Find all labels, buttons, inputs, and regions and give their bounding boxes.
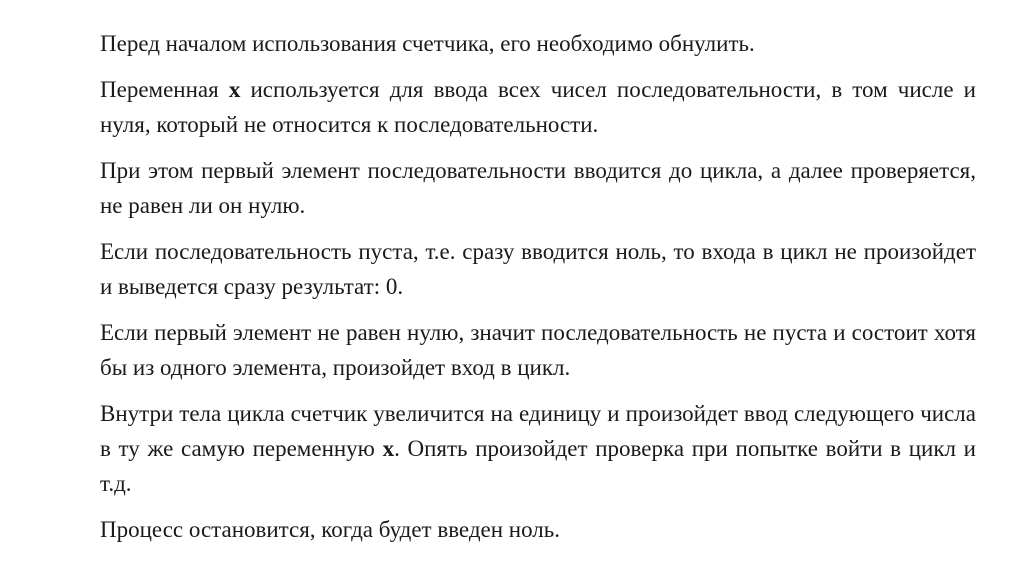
- document-page: [100, 26, 976, 558]
- paragraph-first-element: При этом первый элемент последовательности вводится до цикла, а далее проверяется, не равен ли он нулю.: [100, 158, 976, 218]
- variable-name: x: [382, 436, 395, 461]
- paragraph-text: . Опять произойдет проверка при попытке войти в цикл и т.д.: [100, 436, 976, 496]
- paragraph-stop-condition: Процесс остановится, когда будет введен ноль.: [100, 517, 561, 542]
- paragraph-loop-body: [100, 396, 976, 501]
- paragraph-nonempty-sequence: Если первый элемент не равен нулю, значит последовательность не пуста и состоит хотя бы из одного элемента, произойдет вход в цикл.: [100, 320, 976, 380]
- variable-name: x: [228, 77, 241, 102]
- paragraph-text: Переменная: [100, 77, 229, 102]
- paragraph-text: используется для ввода всех чисел последовательности, в том числе и нуля, который не относится к последовательности.: [100, 77, 976, 137]
- paragraph-variable-x: [100, 72, 976, 142]
- paragraph-text: Внутри тела цикла счетчик увеличится на единицу и произойдет ввод следующего числа в ту же самую переменную: [100, 401, 976, 461]
- paragraph-empty-sequence: Если последовательность пуста, т.е. сразу вводится ноль, то входа в цикл не произойдет и выведется сразу результат: 0.: [100, 239, 976, 299]
- paragraph-counter-reset: Перед началом использования счетчика, его необходимо обнулить.: [100, 31, 755, 56]
